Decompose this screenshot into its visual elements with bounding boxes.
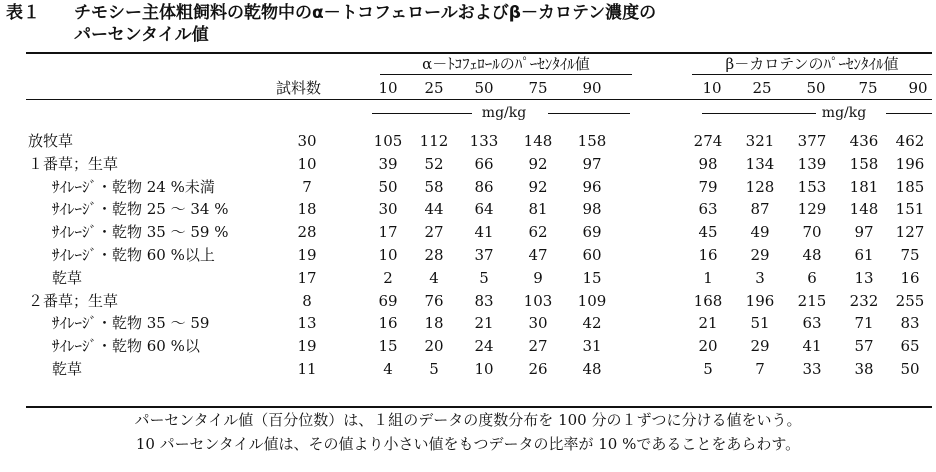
alpha-value: 10 bbox=[474, 360, 494, 378]
alpha-value: 62 bbox=[528, 223, 548, 241]
alpha-value: 105 bbox=[373, 132, 403, 150]
title-line-1: チモシー主体粗飼料の乾物中のα－トコフェロールおよびβ－カロテン濃度の bbox=[74, 3, 657, 23]
beta-value: 45 bbox=[698, 223, 718, 241]
alpha-value: 15 bbox=[582, 269, 602, 287]
alpha-value: 50 bbox=[378, 178, 398, 196]
alpha-value: 37 bbox=[474, 246, 494, 264]
alpha-value: 103 bbox=[523, 292, 553, 310]
beta-value: 41 bbox=[802, 337, 822, 355]
row-label: 乾草 bbox=[52, 360, 83, 378]
beta-value: 185 bbox=[895, 178, 925, 196]
row-label: ｻｲﾚｰｼﾞ・乾物 25 ～ 34 % bbox=[52, 200, 229, 218]
beta-unit-line-left bbox=[702, 113, 816, 114]
beta-value: 61 bbox=[854, 246, 874, 264]
beta-value: 181 bbox=[849, 178, 879, 196]
alpha-value: 92 bbox=[528, 178, 548, 196]
row-label: １番草；生草 bbox=[28, 155, 119, 173]
sample-count: 11 bbox=[297, 360, 317, 378]
beta-value: 20 bbox=[698, 337, 718, 355]
beta-value: 83 bbox=[900, 314, 920, 332]
note-line-1: パーセンタイル値（百分位数）は、１組のデータの度数分布を 100 分の１ずつに分ける値をいう。 bbox=[134, 411, 802, 429]
beta-value: 6 bbox=[807, 269, 817, 287]
row-label: ｻｲﾚｰｼﾞ・乾物 35 ～ 59 % bbox=[52, 223, 229, 241]
alpha-value: 10 bbox=[378, 246, 398, 264]
beta-value: 127 bbox=[895, 223, 925, 241]
table-title bbox=[6, 2, 656, 46]
alpha-value: 44 bbox=[424, 200, 444, 218]
alpha-value: 52 bbox=[424, 155, 444, 173]
alpha-value: 158 bbox=[577, 132, 607, 150]
alpha-value: 4 bbox=[383, 360, 393, 378]
beta-value: 168 bbox=[693, 292, 723, 310]
beta-value: 196 bbox=[745, 292, 775, 310]
alpha-value: 148 bbox=[523, 132, 553, 150]
beta-percentile-header: 90 bbox=[908, 79, 928, 97]
alpha-value: 27 bbox=[424, 223, 444, 241]
row-label: ｻｲﾚｰｼﾞ・乾物 24 %未満 bbox=[52, 178, 215, 196]
beta-percentile-header: 10 bbox=[702, 79, 722, 97]
table-number: 表１ bbox=[6, 3, 40, 23]
row-label: ｻｲﾚｰｼﾞ・乾物 60 %以 bbox=[52, 337, 200, 355]
beta-value: 377 bbox=[797, 132, 827, 150]
alpha-value: 64 bbox=[474, 200, 494, 218]
beta-value: 65 bbox=[900, 337, 920, 355]
row-label: ２番草；生草 bbox=[28, 292, 119, 310]
beta-value: 29 bbox=[750, 246, 770, 264]
beta-value: 16 bbox=[698, 246, 718, 264]
beta-value: 462 bbox=[895, 132, 925, 150]
alpha-value: 18 bbox=[424, 314, 444, 332]
alpha-value: 26 bbox=[528, 360, 548, 378]
alpha-unit-line-right bbox=[548, 113, 630, 114]
sample-count: 19 bbox=[297, 246, 317, 264]
alpha-value: 58 bbox=[424, 178, 444, 196]
alpha-percentile-header: 25 bbox=[424, 79, 444, 97]
beta-value: 70 bbox=[802, 223, 822, 241]
beta-value: 196 bbox=[895, 155, 925, 173]
beta-value: 1 bbox=[703, 269, 713, 287]
alpha-value: 76 bbox=[424, 292, 444, 310]
alpha-value: 97 bbox=[582, 155, 602, 173]
sample-count: 7 bbox=[302, 178, 312, 196]
beta-value: 57 bbox=[854, 337, 874, 355]
beta-percentile-header: 75 bbox=[858, 79, 878, 97]
title-line-2: パーセンタイル値 bbox=[74, 25, 209, 45]
sample-count: 18 bbox=[297, 200, 317, 218]
row-label: ｻｲﾚｰｼﾞ・乾物 60 %以上 bbox=[52, 246, 215, 264]
alpha-percentile-header: 10 bbox=[378, 79, 398, 97]
alpha-value: 133 bbox=[469, 132, 499, 150]
count-header: 試料数 bbox=[276, 79, 322, 97]
alpha-value: 48 bbox=[582, 360, 602, 378]
beta-value: 3 bbox=[755, 269, 765, 287]
beta-value: 128 bbox=[745, 178, 775, 196]
beta-group-underline bbox=[692, 74, 932, 75]
beta-value: 63 bbox=[802, 314, 822, 332]
alpha-value: 109 bbox=[577, 292, 607, 310]
beta-value: 436 bbox=[849, 132, 879, 150]
beta-value: 21 bbox=[698, 314, 718, 332]
beta-value: 71 bbox=[854, 314, 874, 332]
beta-value: 49 bbox=[750, 223, 770, 241]
note-line-2: 10 パーセンタイル値は、その値より小さい値をもつデータの比率が 10 %であることをあらわす。 bbox=[135, 435, 801, 453]
beta-value: 151 bbox=[895, 200, 925, 218]
beta-value: 75 bbox=[900, 246, 920, 264]
alpha-group-underline bbox=[380, 74, 632, 75]
alpha-value: 83 bbox=[474, 292, 494, 310]
alpha-value: 98 bbox=[582, 200, 602, 218]
beta-percentile-header: 50 bbox=[806, 79, 826, 97]
beta-value: 79 bbox=[698, 178, 718, 196]
beta-group-header: β－カロテンのﾊﾟｰｾﾝﾀｲﾙ値 bbox=[725, 55, 899, 73]
sample-count: 30 bbox=[297, 132, 317, 150]
alpha-percentile-header: 50 bbox=[474, 79, 494, 97]
beta-value: 129 bbox=[797, 200, 827, 218]
bottom-rule bbox=[26, 406, 932, 408]
alpha-value: 9 bbox=[533, 269, 543, 287]
alpha-value: 27 bbox=[528, 337, 548, 355]
beta-value: 98 bbox=[698, 155, 718, 173]
alpha-value: 47 bbox=[528, 246, 548, 264]
beta-value: 87 bbox=[750, 200, 770, 218]
alpha-value: 31 bbox=[582, 337, 602, 355]
alpha-group-header: α－ﾄｺﾌｪﾛｰﾙのﾊﾟｰｾﾝﾀｲﾙ値 bbox=[422, 55, 590, 73]
alpha-value: 96 bbox=[582, 178, 602, 196]
alpha-value: 86 bbox=[474, 178, 494, 196]
alpha-value: 81 bbox=[528, 200, 548, 218]
alpha-value: 41 bbox=[474, 223, 494, 241]
sample-count: 17 bbox=[297, 269, 317, 287]
alpha-value: 30 bbox=[378, 200, 398, 218]
beta-value: 5 bbox=[703, 360, 713, 378]
alpha-unit-line-left bbox=[372, 113, 472, 114]
beta-value: 321 bbox=[745, 132, 775, 150]
alpha-value: 15 bbox=[378, 337, 398, 355]
beta-value: 97 bbox=[854, 223, 874, 241]
beta-value: 63 bbox=[698, 200, 718, 218]
alpha-value: 5 bbox=[429, 360, 439, 378]
sample-count: 8 bbox=[302, 292, 312, 310]
row-label: 乾草 bbox=[52, 269, 83, 287]
beta-value: 51 bbox=[750, 314, 770, 332]
alpha-value: 60 bbox=[582, 246, 602, 264]
beta-value: 16 bbox=[900, 269, 920, 287]
alpha-value: 39 bbox=[378, 155, 398, 173]
sample-count: 19 bbox=[297, 337, 317, 355]
sample-count: 13 bbox=[297, 314, 317, 332]
sample-count: 10 bbox=[297, 155, 317, 173]
beta-unit-line-right bbox=[886, 113, 932, 114]
alpha-value: 69 bbox=[582, 223, 602, 241]
beta-value: 134 bbox=[745, 155, 775, 173]
alpha-value: 20 bbox=[424, 337, 444, 355]
row-label: 放牧草 bbox=[28, 132, 74, 150]
beta-value: 274 bbox=[693, 132, 723, 150]
beta-value: 139 bbox=[797, 155, 827, 173]
sample-count: 28 bbox=[297, 223, 317, 241]
top-rule bbox=[26, 52, 932, 54]
alpha-value: 66 bbox=[474, 155, 494, 173]
beta-percentile-header: 25 bbox=[752, 79, 772, 97]
alpha-unit: mg/kg bbox=[481, 105, 527, 121]
alpha-value: 21 bbox=[474, 314, 494, 332]
alpha-value: 24 bbox=[474, 337, 494, 355]
alpha-value: 69 bbox=[378, 292, 398, 310]
beta-value: 148 bbox=[849, 200, 879, 218]
row-label: ｻｲﾚｰｼﾞ・乾物 35 ～ 59 bbox=[52, 314, 210, 332]
alpha-value: 4 bbox=[429, 269, 439, 287]
alpha-value: 2 bbox=[383, 269, 393, 287]
alpha-value: 5 bbox=[479, 269, 489, 287]
beta-value: 33 bbox=[802, 360, 822, 378]
alpha-value: 112 bbox=[419, 132, 449, 150]
beta-unit: mg/kg bbox=[821, 105, 867, 121]
alpha-value: 28 bbox=[424, 246, 444, 264]
beta-value: 7 bbox=[755, 360, 765, 378]
alpha-value: 30 bbox=[528, 314, 548, 332]
alpha-value: 42 bbox=[582, 314, 602, 332]
alpha-percentile-header: 75 bbox=[528, 79, 548, 97]
alpha-value: 92 bbox=[528, 155, 548, 173]
beta-value: 158 bbox=[849, 155, 879, 173]
beta-value: 50 bbox=[900, 360, 920, 378]
beta-value: 255 bbox=[895, 292, 925, 310]
alpha-value: 16 bbox=[378, 314, 398, 332]
beta-value: 13 bbox=[854, 269, 874, 287]
beta-value: 48 bbox=[802, 246, 822, 264]
beta-value: 215 bbox=[797, 292, 827, 310]
alpha-value: 17 bbox=[378, 223, 398, 241]
header-rule bbox=[26, 99, 932, 100]
beta-value: 153 bbox=[797, 178, 827, 196]
beta-value: 29 bbox=[750, 337, 770, 355]
beta-value: 232 bbox=[849, 292, 879, 310]
alpha-percentile-header: 90 bbox=[582, 79, 602, 97]
beta-value: 38 bbox=[854, 360, 874, 378]
